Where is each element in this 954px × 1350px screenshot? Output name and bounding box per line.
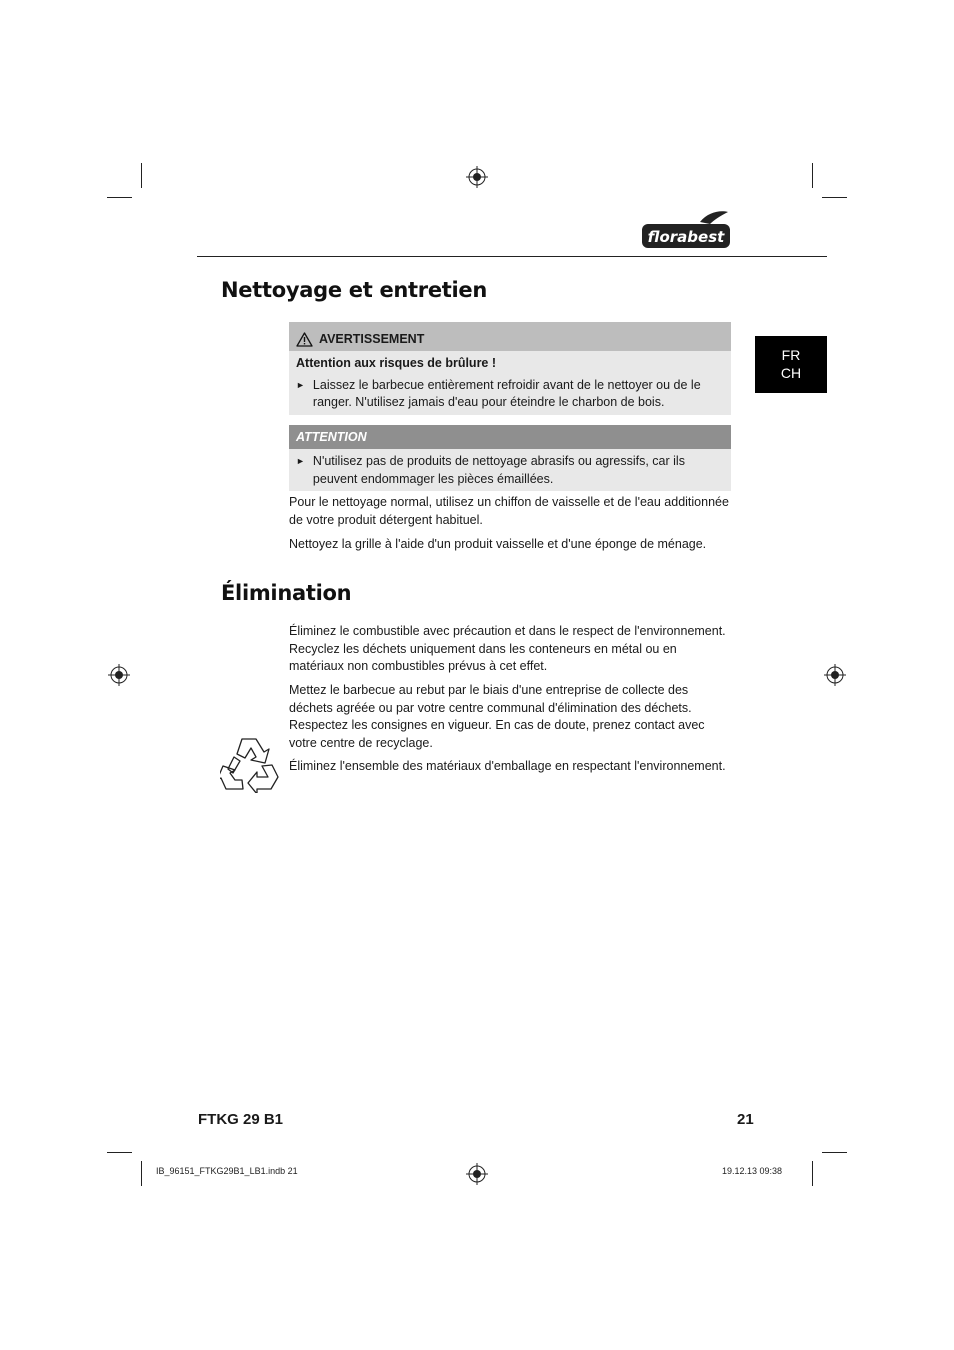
crop-mark — [141, 163, 142, 188]
print-slug-date: 19.12.13 09:38 — [722, 1166, 783, 1176]
header-rule — [197, 256, 827, 257]
warning-subtitle: Attention aux risques de brûlure ! — [296, 356, 497, 370]
paragraph: Éliminez le combustible avec précaution et dans le respect de l'environnement. Recyclez les déchets uniquement dans les conteneurs en métal ou en matériaux non combustibles prévus à cet effet. — [289, 624, 726, 673]
section-title-disposal: Élimination — [221, 581, 352, 605]
logo-text: florabest — [647, 228, 725, 246]
crop-mark — [812, 1161, 813, 1186]
attention-label: ATTENTION — [296, 430, 367, 445]
attention-panel — [289, 425, 731, 491]
language-code-fr: FR — [781, 347, 801, 363]
crop-mark — [107, 1152, 132, 1153]
warning-header — [289, 322, 731, 351]
list-item — [296, 377, 724, 412]
bullet-arrow-icon: ► — [296, 456, 305, 466]
paragraph: Pour le nettoyage normal, utilisez un chiffon de vaisselle et de l'eau additionnée de votre produit détergent habituel. — [289, 495, 729, 527]
crop-mark — [822, 197, 847, 198]
crop-mark — [812, 163, 813, 188]
registration-mark-icon — [466, 1163, 488, 1185]
warning-bullet-text: Laissez le barbecue entièrement refroidir avant de le nettoyer ou de le ranger. N'utilisez jamais d'eau pour éteindre le charbon de bois. — [312, 377, 701, 409]
paragraph: Nettoyez la grille à l'aide d'un produit vaisselle et d'une éponge de ménage. — [289, 537, 707, 551]
warning-label: AVERTISSEMENT — [319, 331, 425, 346]
page-number: 21 — [737, 1111, 754, 1128]
language-tab — [755, 336, 827, 393]
recycle-icon — [220, 735, 280, 793]
model-number: FTKG 29 B1 — [198, 1111, 284, 1128]
section-title-cleaning: Nettoyage et entretien — [221, 278, 488, 302]
list-item — [296, 453, 724, 488]
registration-mark-icon — [466, 166, 488, 188]
bullet-arrow-icon: ► — [296, 379, 305, 390]
attention-header — [289, 425, 731, 449]
warning-panel — [289, 322, 731, 415]
crop-mark — [822, 1152, 847, 1153]
language-code-ch: CH — [780, 365, 802, 381]
attention-bullet-text: N'utilisez pas de produits de nettoyage abrasifs ou agressifs, car ils peuvent endommager les pièces émaillées. — [312, 454, 685, 486]
crop-mark — [141, 1161, 142, 1186]
brand-logo — [640, 208, 732, 250]
registration-mark-icon — [824, 664, 846, 686]
warning-triangle-icon — [296, 332, 313, 347]
paragraph: Éliminez l'ensemble des matériaux d'emballage en respectant l'environnement. — [289, 759, 726, 773]
registration-mark-icon — [108, 664, 130, 686]
print-slug-file: IB_96151_FTKG29B1_LB1.indb 21 — [156, 1166, 298, 1176]
paragraph: Mettez le barbecue au rebut par le biais d'une entreprise de collecte des déchets agréée ou par votre centre communal d'élimination des déchets. Respectez les consignes en vigueur. En cas de doute, prenez contact avec votre centre de recyclage. — [289, 683, 705, 750]
crop-mark — [107, 197, 132, 198]
